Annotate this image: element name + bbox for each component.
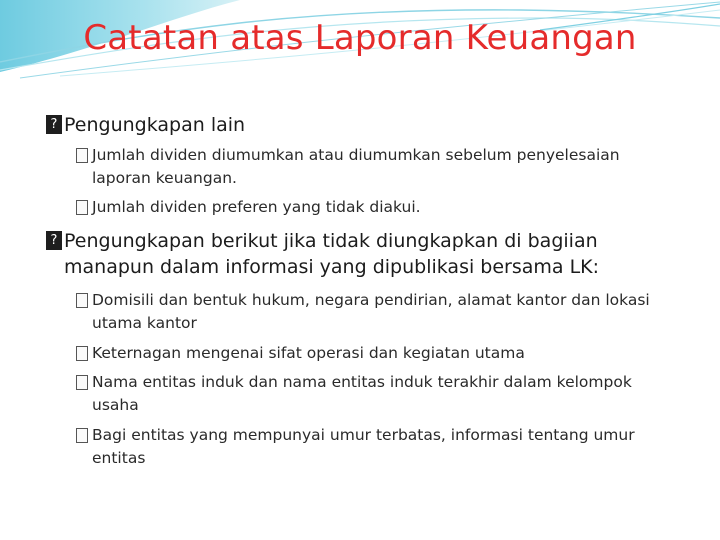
bullet-text: Pengungkapan lain — [64, 114, 246, 136]
sub-bullet-1-1 — [76, 144, 676, 190]
bullet-text: Pengungkapan berikut jika tidak diungkapkan di bagiian — [64, 230, 598, 252]
box-bullet-icon — [76, 375, 88, 390]
sub-bullet-text: Keternagan mengenai sifat operasi dan kegiatan utama — [92, 344, 525, 362]
sub-bullet-2-1 — [76, 289, 696, 335]
unknown-glyph-box-icon: ? — [46, 231, 62, 250]
sub-bullet-2-3 — [76, 371, 696, 417]
bullet-item-1 — [46, 112, 686, 138]
sub-bullet-text-cont: usaha — [92, 396, 139, 414]
sub-bullet-text: Nama entitas induk dan nama entitas induk terakhir dalam kelompok — [92, 373, 632, 391]
box-bullet-icon — [76, 148, 88, 163]
sub-bullet-text: Domisili dan bentuk hukum, negara pendirian, alamat kantor dan lokasi — [92, 291, 650, 309]
box-bullet-icon — [76, 293, 88, 308]
sub-bullet-text: Bagi entitas yang mempunyai umur terbatas, informasi tentang umur — [92, 426, 635, 444]
sub-bullet-1-2 — [76, 196, 676, 219]
sub-bullet-text-cont: laporan keuangan. — [92, 169, 237, 187]
sub-bullet-text-cont: entitas — [92, 449, 146, 467]
sub-bullet-text: Jumlah dividen preferen yang tidak diakui. — [92, 198, 421, 216]
sub-bullet-2-4 — [76, 424, 696, 470]
box-bullet-icon — [76, 200, 88, 215]
sub-bullet-text-cont: utama kantor — [92, 314, 197, 332]
sub-bullet-text: Jumlah dividen diumumkan atau diumumkan sebelum penyelesaian — [92, 146, 620, 164]
bullet-text-cont: manapun dalam informasi yang dipublikasi bersama LK: — [64, 256, 600, 278]
unknown-glyph-box-icon: ? — [46, 115, 62, 134]
bullet-item-2 — [46, 228, 686, 280]
slide-title: Catatan atas Laporan Keuangan — [83, 18, 637, 58]
box-bullet-icon — [76, 346, 88, 361]
sub-bullet-2-2 — [76, 342, 696, 365]
box-bullet-icon — [76, 428, 88, 443]
